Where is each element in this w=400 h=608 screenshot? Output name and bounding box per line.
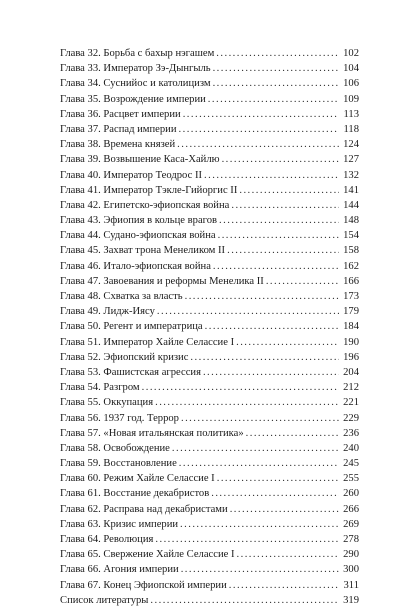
toc-entry-page: 104 xyxy=(343,63,359,75)
toc-dot-leader xyxy=(179,122,339,137)
toc-entry-page: 260 xyxy=(343,488,359,500)
toc-entry-page: 184 xyxy=(343,321,359,333)
toc-dot-leader xyxy=(222,152,339,167)
toc-dot-leader xyxy=(181,562,339,577)
toc-entry-page: 221 xyxy=(343,397,359,409)
toc-dot-leader xyxy=(227,243,339,258)
toc-dot-leader xyxy=(219,213,339,228)
toc-entry xyxy=(60,502,359,517)
toc-entry-page: 300 xyxy=(343,564,359,576)
toc-dot-leader xyxy=(181,411,339,426)
toc-entry-title: Глава 57. «Новая итальянская политика» xyxy=(60,427,244,439)
toc-entry-title: Глава 64. Революция xyxy=(60,534,154,545)
toc-dot-leader xyxy=(229,578,339,593)
toc-entry-page: 212 xyxy=(343,382,359,394)
toc-dot-leader xyxy=(203,365,339,380)
toc-entry-page: 127 xyxy=(343,154,359,166)
toc-dot-leader xyxy=(180,517,339,532)
toc-entry-page: 255 xyxy=(343,473,359,485)
toc-entry-page: 109 xyxy=(343,93,359,105)
toc-dot-leader xyxy=(208,92,339,107)
toc-entry-title: Список литературы xyxy=(60,594,149,606)
toc-entry xyxy=(60,46,359,61)
toc-entry-page: 144 xyxy=(343,199,359,211)
toc-entry-title: Глава 60. Режим Хайле Селассие I xyxy=(60,473,215,485)
toc-entry xyxy=(60,593,359,608)
toc-entry xyxy=(60,198,359,213)
toc-entry xyxy=(60,213,359,228)
toc-entry-page: 162 xyxy=(343,260,359,272)
toc-dot-leader xyxy=(183,107,339,122)
toc-entry-page: 113 xyxy=(343,108,359,120)
toc-entry-title: Глава 48. Схватка за власть xyxy=(60,291,183,302)
toc-entry-title: Глава 59. Восстановление xyxy=(60,458,177,470)
toc-entry-page: 190 xyxy=(343,336,359,348)
toc-entry-page: 204 xyxy=(343,366,359,378)
toc-entry xyxy=(60,562,359,577)
toc-dot-leader xyxy=(150,593,339,608)
toc-entry-title: Глава 63. Кризис империи xyxy=(60,518,179,530)
toc-dot-leader xyxy=(236,335,339,350)
toc-entry-title: Глава 35. Возрождение империи xyxy=(60,93,206,105)
toc-entry-page: 102 xyxy=(343,48,359,59)
toc-dot-leader xyxy=(211,486,339,501)
toc-entry-page: 124 xyxy=(343,139,359,151)
toc-entry-page: 240 xyxy=(343,442,359,454)
toc-entry-title: Глава 51. Император Хайле Селассие I xyxy=(60,336,235,348)
toc-entry xyxy=(60,395,359,410)
toc-entry-page: 154 xyxy=(343,230,359,242)
toc-entry-title: Глава 49. Лидж-Иясу xyxy=(60,306,155,318)
toc-entry-title: Глава 66. Агония империи xyxy=(60,564,179,576)
toc-entry xyxy=(60,152,359,167)
toc-entry xyxy=(60,335,359,350)
toc-entry xyxy=(60,547,359,562)
toc-entry xyxy=(60,243,359,258)
toc-dot-leader xyxy=(157,304,339,319)
toc-dot-leader xyxy=(204,168,339,183)
toc-entry xyxy=(60,532,359,547)
toc-entry xyxy=(60,92,359,107)
toc-entry-page: 118 xyxy=(343,123,359,135)
toc-entry xyxy=(60,380,359,395)
toc-entry-title: Глава 46. Итало-эфиопская война xyxy=(60,260,211,272)
toc-entry-title: Глава 32. Борьба с бахыр нэгашем xyxy=(60,48,215,59)
toc-dot-leader xyxy=(142,380,339,395)
toc-entry-title: Глава 61. Восстание декабристов xyxy=(60,488,210,500)
toc-entry-page: 245 xyxy=(343,458,359,470)
toc-entry-title: Глава 44. Судано-эфиопская война xyxy=(60,230,216,242)
toc-entry xyxy=(60,319,359,334)
toc-dot-leader xyxy=(190,350,339,365)
toc-dot-leader xyxy=(185,289,339,304)
toc-dot-leader xyxy=(172,441,339,456)
toc-dot-leader xyxy=(213,76,339,91)
toc-entry-page: 236 xyxy=(343,427,359,439)
toc-entry xyxy=(60,122,359,137)
toc-dot-leader xyxy=(205,319,339,334)
toc-entry-title: Глава 53. Фашистская агрессия xyxy=(60,366,201,378)
toc-entry-title: Глава 42. Египетско-эфиопская война xyxy=(60,199,230,211)
toc-entry xyxy=(60,365,359,380)
toc-dot-leader xyxy=(231,198,339,213)
toc-entry-title: Глава 39. Возвышение Каса-Хайлю xyxy=(60,154,220,166)
toc-entry-page: 141 xyxy=(343,184,359,196)
toc-entry-page: 132 xyxy=(343,169,359,181)
toc-entry-page: 278 xyxy=(343,534,359,545)
toc-entry-title: Глава 33. Император Зэ-Дынгыль xyxy=(60,63,211,75)
toc-dot-leader xyxy=(213,259,339,274)
toc-entry-page: 173 xyxy=(343,291,359,302)
toc-dot-leader xyxy=(239,183,339,198)
toc-entry-title: Глава 37. Распад империи xyxy=(60,123,177,135)
toc-entry-page: 319 xyxy=(343,594,359,606)
toc-entry xyxy=(60,228,359,243)
toc-dot-leader xyxy=(179,456,339,471)
toc-entry xyxy=(60,441,359,456)
toc-entry-title: Глава 56. 1937 год. Террор xyxy=(60,412,179,424)
toc-dot-leader xyxy=(155,532,339,547)
toc-dot-leader xyxy=(217,471,339,486)
toc-entry-title: Глава 52. Эфиопский кризис xyxy=(60,351,189,363)
toc-entry-title: Глава 55. Оккупация xyxy=(60,397,154,409)
toc-dot-leader xyxy=(216,46,339,61)
toc-entry-page: 106 xyxy=(343,78,359,90)
toc-entry-page: 196 xyxy=(343,351,359,363)
toc-entry-title: Глава 58. Освобождение xyxy=(60,442,170,454)
toc-entry-title: Глава 45. Захват трона Менеликом II xyxy=(60,245,226,257)
toc-entry-title: Глава 41. Император Тэкле-Гийоргис II xyxy=(60,184,238,196)
toc-entry xyxy=(60,259,359,274)
toc-entry-page: 179 xyxy=(343,306,359,318)
toc-entry-page: 229 xyxy=(343,412,359,424)
toc-entry-title: Глава 34. Суснийос и католицизм xyxy=(60,78,211,90)
toc-entry-title: Глава 67. Конец Эфиопской империи xyxy=(60,579,227,591)
toc-dot-leader xyxy=(213,61,339,76)
toc-entry-page: 158 xyxy=(343,245,359,257)
toc-entry xyxy=(60,289,359,304)
toc-entry xyxy=(60,107,359,122)
toc-entry-title: Глава 54. Разгром xyxy=(60,382,140,394)
toc-entry xyxy=(60,456,359,471)
toc-entry xyxy=(60,578,359,593)
toc-entry-title: Глава 62. Расправа над декабристами xyxy=(60,503,228,515)
toc-entry-title: Глава 40. Император Теодрос II xyxy=(60,169,203,181)
toc-dot-leader xyxy=(218,228,339,243)
toc-dot-leader xyxy=(237,547,340,562)
toc-entry-page: 266 xyxy=(343,503,359,515)
toc-entry-page: 311 xyxy=(343,579,359,591)
toc-entry-title: Глава 36. Расцвет империи xyxy=(60,108,181,120)
toc-entry-page: 166 xyxy=(343,275,359,287)
table-of-contents xyxy=(60,46,359,608)
toc-entry xyxy=(60,61,359,76)
toc-entry-title: Глава 65. Свержение Хайле Селассие I xyxy=(60,549,235,561)
toc-dot-leader xyxy=(266,274,339,289)
toc-entry-page: 269 xyxy=(343,518,359,530)
toc-dot-leader xyxy=(155,395,339,410)
toc-dot-leader xyxy=(230,502,339,517)
toc-entry-page: 148 xyxy=(343,215,359,227)
toc-entry xyxy=(60,137,359,152)
toc-entry xyxy=(60,517,359,532)
toc-entry xyxy=(60,350,359,365)
toc-entry xyxy=(60,471,359,486)
toc-entry-title: Глава 47. Завоевания и реформы Менелика II xyxy=(60,275,264,287)
toc-entry xyxy=(60,274,359,289)
toc-entry-title: Глава 43. Эфиопия в кольце врагов xyxy=(60,215,218,227)
toc-entry xyxy=(60,426,359,441)
toc-dot-leader xyxy=(246,426,339,441)
toc-entry xyxy=(60,168,359,183)
toc-entry xyxy=(60,411,359,426)
toc-entry xyxy=(60,76,359,91)
toc-entry xyxy=(60,486,359,501)
toc-entry-page: 290 xyxy=(343,549,359,561)
toc-entry-title: Глава 38. Времена князей xyxy=(60,139,176,151)
toc-dot-leader xyxy=(177,137,339,152)
toc-entry-title: Глава 50. Регент и императрица xyxy=(60,321,203,333)
toc-entry xyxy=(60,304,359,319)
toc-entry xyxy=(60,183,359,198)
